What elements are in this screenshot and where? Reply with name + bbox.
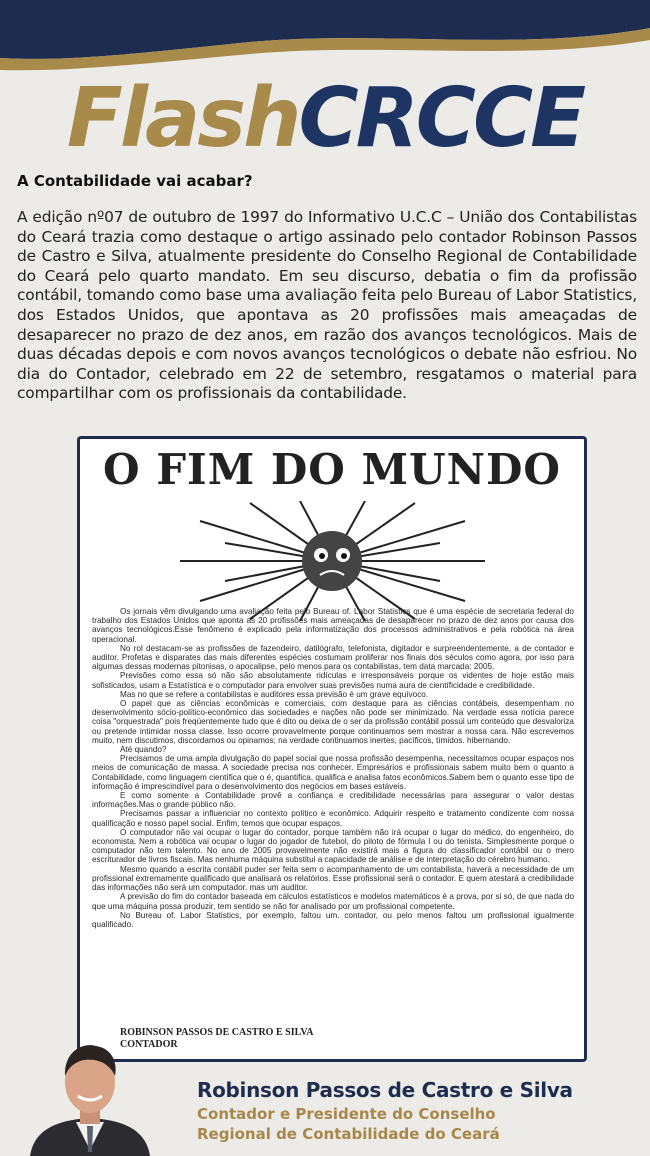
logo-crcce: CRCCE <box>298 71 584 166</box>
article-intro: A edição nº07 de outubro de 1997 do Informativo U.C.C – União dos Contabilistas do Ceará trazia como destaque o artigo assinado pelo contador Robinson Passos de Castro e Silva, atualmente presidente do Conselho Regional de Contabilidade do Ceará pelo quarto mandato. Em seu discurso, debatia o fim da profissão contábil, tomando como base uma avaliação feita pelo Bureau of Labor Statistics, dos Estados Unidos, que apontava as 20 profissões mais ameaçadas de desaparecer no prazo de dez anos, em razão dos avanços tecnológicos. Mais de duas décadas depois e com novos avanços tecnológicos o debate não esfriou. No dia do Contador, celebrado em 22 de setembro, resgatamos o material para compartilhar com os profissionais da contabilidade. <box>17 208 637 403</box>
clipping-paragraph: Previsões como essa só não são absolutamente ridículas e irresponsáveis porque os videntes de hoje estão mais sofisticados, usam a Estatística e o computador para envolver suas previsões numa aura de científicidade e credibilidade. <box>92 671 574 690</box>
clipping-paragraph: O papel que as ciências econômicas e comerciais, com destaque para as ciências contábeis, desempenham no desenvolvimento sócio-político-econômico das sociedades e nações não pode ser minimizado. Na verdade essa notícia parece coisa "orquestrada" pois freqüentemente tudo que é dito ou deixa de o ser da profissão contábil possui um conteúdo que desvaloriza ou pretende intimidar nossa classe. Isso ocorre provavelmente porque continuamos sem mostrar a nossa cara. Não escrevemos muito, nem discutimos, discordamos ou opinamos; na verdade continuamos inertes, pacíficos, tímidos. hibernando. <box>92 699 574 745</box>
author-block <box>197 1078 573 1144</box>
author-name: Robinson Passos de Castro e Silva <box>197 1078 573 1102</box>
world-splash-illustration <box>180 501 485 621</box>
author-role-line2: Regional de Contabilidade do Ceará <box>197 1125 500 1143</box>
clipping-paragraph: O computador não vai ocupar o lugar do contador, porque também não irá ocupar o lugar do médico, do engenheiro, do economista. Nem a robótica vai ocupar o lugar do jogador de futebol, do piloto de fórmula I ou do tenista. Simplesmente porque o computador não tem talento. No ano de 2005 provavelmente não existirá mais a figura do classificador contábil ou o mero escriturador de livros fiscais. Mas nenhuma máquina substitui a capacidade de análise e de interpretação do cérebro humano. <box>92 827 574 865</box>
author-photo <box>30 1030 150 1156</box>
clipping-paragraph: Precisamos passar a influenciar no contexto político e econômico. Adquirir respeito e tratamento condizente com nossa qualificação e nosso papel social. Enfim, temos que ocupar espaços. <box>92 809 574 828</box>
signature-role: CONTADOR <box>120 1039 178 1050</box>
clipping-paragraph: No Bureau of. Labor Statistics, por exemplo, faltou um. contador, ou pelo menos faltou um profissional igualmente qualificado. <box>92 910 574 929</box>
clipping-title: O FIM DO MUNDO <box>103 445 561 494</box>
newspaper-clipping <box>77 436 587 1062</box>
clipping-paragraph: Precisamos de uma ampla divulgação do papel social que nossa profissão desempenha, necessitamos ocupar espaços nos meios de comunicação de massa. A sociedade precisa nos conhecer. Empresários e profissionais sabem muito bem o quanto a Contabilidade, como linguagem científica que o é, quantifica, qualifica e analisa fatos econômicos.Sabem bem o quanto esse tipo de informação é imprescindível para o desenvolvimento dos negócios em bases estáveis. <box>92 754 574 791</box>
logo-flash: Flash <box>66 71 299 166</box>
clipping-body <box>92 607 574 929</box>
clipping-paragraph: E como somente a Contabilidade provê a confiança e credibilidade necessárias para assegurar o valor destas informações.Mas o grande público não. <box>92 791 574 810</box>
article-headline: A Contabilidade vai acabar? <box>17 172 253 190</box>
clipping-paragraph: Mas no que se refere a contabilistas e auditores essa previsão é um grave equívoco. <box>120 689 429 699</box>
clipping-paragraph: Até quando? <box>120 745 167 755</box>
clipping-paragraph: Mesmo quando a escrita contábil puder ser feita sem o acompanhamento de um contabilista, haverá a necessidade de um profissional extremamente qualificado que analisará os relatórios. Esse profissional será o contador. E quem atestará a credibilidade das informações não será um computador. mas um auditor. <box>92 864 574 893</box>
signature-name: ROBINSON PASSOS DE CASTRO E SILVA <box>120 1027 314 1038</box>
clipping-paragraph: No rol destacam-se as profissões de fazendeiro, datilógrafo, telefonista, digitador e surpreendentemente, a de contador e auditor. Profetas e disparates das mais diferentes espécies costumam proliferar nos finais dos séculos como agora, por isso para algumas dessas modernas pitonisas, o apocalipse, pelo menos para os contabilistas, tem data marcada: 2005. <box>92 643 574 672</box>
author-role <box>197 1104 573 1144</box>
clipping-paragraph: A previsão do fim do contador baseada em cálculos estatísticos e modelos matemáticos é a prova, por si só, de que nada do que uma máquina possa produzir, tem sentido se não for analisado por um profissional competente. <box>92 892 574 911</box>
author-role-line1: Contador e Presidente do Conselho <box>197 1105 496 1123</box>
masthead-logo <box>0 71 650 166</box>
clipping-paragraph: Os jornais vêm divulgando uma avaliação feita pelo Bureau of. Labor Statistics que é uma espécie de secretaria federal do trabalho dos Estados Unidos que aponta as 20 profissões mais ameaçadas de desaparecer no prazo de dez anos por causa dos avanços tecnológicos.Esse fenômeno é explicado pela informatização dos processos administrativos e pela robótica na área operacional. <box>92 607 574 644</box>
